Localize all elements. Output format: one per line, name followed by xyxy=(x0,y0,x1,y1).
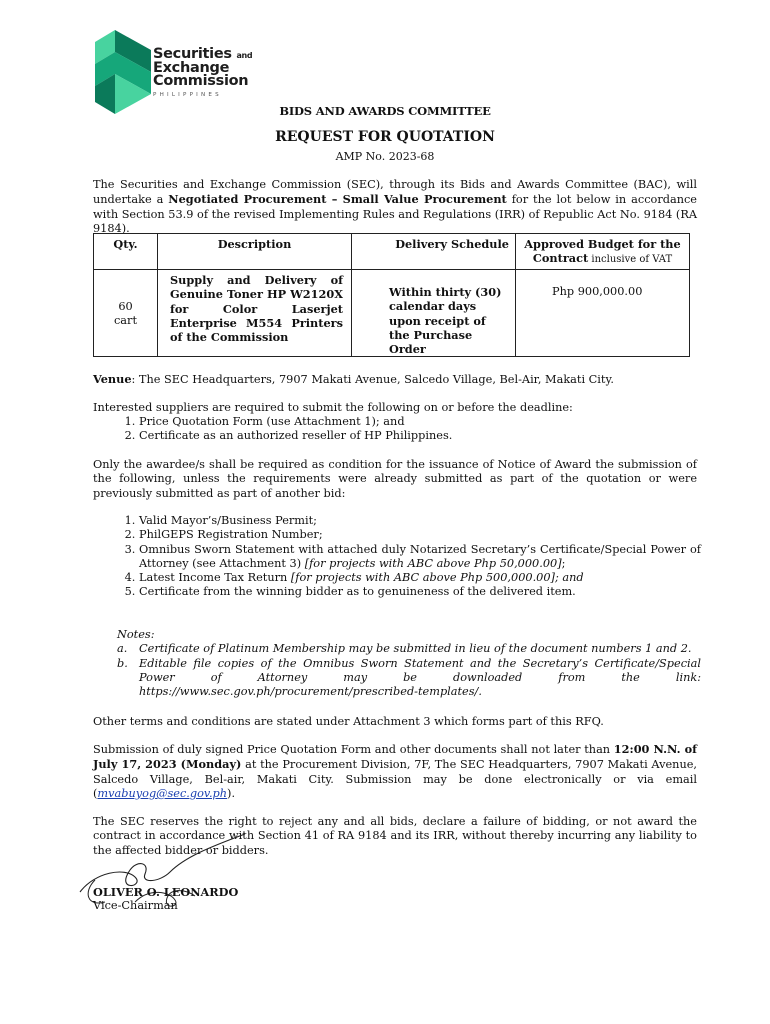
logo-line-commission: Commission xyxy=(153,73,249,89)
list-item: 2. PhilGEPS Registration Number; xyxy=(139,528,701,542)
note-text: Editable file copies of the Omnibus Sworn Statement and the Secretary’s Certificate/Special Power of Attorney may be downloaded from the link: https://www.sec.gov.ph/procurement/prescribed-templates/. xyxy=(139,656,701,699)
item4-italic: [for projects with ABC above Php 500,000.00]; and xyxy=(290,571,584,585)
sec-emblem-icon xyxy=(93,28,153,116)
email-link[interactable]: mvabuyog@sec.gov.ph xyxy=(97,786,228,800)
header-abc-bold: Contract xyxy=(532,251,589,266)
sec-logo xyxy=(93,28,263,116)
submission-paragraph xyxy=(93,742,697,801)
cell-qty-value: 60 xyxy=(118,300,133,313)
header-abc xyxy=(516,234,690,270)
sec-logo-text xyxy=(153,48,252,102)
intro-text-2: for the lot below in accordance with Section 53.9 of the revised Implementing Rules and Regulations (IRR) of Republic Act No. 9184 (RA 9184). xyxy=(93,193,697,235)
submission-text-1: Submission of duly signed Price Quotation Form and other documents shall not later than xyxy=(93,743,614,756)
venue-line xyxy=(93,372,697,387)
logo-line-securities: Securities xyxy=(153,46,232,62)
amp-number: AMP No. 2023-68 xyxy=(335,150,435,163)
interested-paragraph: Interested suppliers are required to submit the following on or before the deadline: xyxy=(93,401,573,414)
list-item xyxy=(139,543,701,572)
awardee-paragraph: Only the awardee/s shall be required as condition for the issuance of Notice of Award the submission of the following, unless the requirements were already submitted as part of the quotation or were previously submitted as part of another bid: xyxy=(93,458,697,500)
list-item xyxy=(139,571,701,585)
list-item: 2. Certificate as an authorized reseller of HP Philippines. xyxy=(139,429,699,443)
item3-italic: [for projects with ABC above Php 50,000.00] xyxy=(304,556,562,570)
note-label: a. xyxy=(117,642,128,656)
table-row xyxy=(94,270,690,357)
logo-line-philippines: PHILIPPINES xyxy=(153,92,222,98)
note-label: b. xyxy=(117,656,128,670)
note-item xyxy=(117,642,701,656)
committee-heading: BIDS AND AWARDS COMMITTEE xyxy=(279,104,491,118)
intro-text-1: The Securities and Exchange Commission (SEC), through its Bids and Awards Committee (BAC), will undertake a xyxy=(93,178,697,207)
requirements-list-2 xyxy=(93,514,701,600)
item3-end: ; xyxy=(561,556,566,570)
items-table xyxy=(93,233,690,357)
cell-delivery: Within thirty (30) calendar days upon receipt of the Purchase Order xyxy=(352,270,516,357)
list-item: 5. Certificate from the winning bidder as to genuineness of the delivered item. xyxy=(139,585,701,599)
header-abc-line1: Approved Budget for the xyxy=(524,237,681,251)
logo-line-exchange: Exchange xyxy=(153,60,230,76)
cell-abc: Php 900,000.00 xyxy=(516,270,690,357)
intro-bold: Negotiated Procurement – Small Value Procurement xyxy=(168,192,507,207)
notes-section xyxy=(117,628,701,699)
notes-title: Notes: xyxy=(117,628,155,641)
submission-text-3: ). xyxy=(227,786,236,800)
signatory-title: Vice-Chairman xyxy=(93,899,178,913)
submission-deadline: 12:00 N.N. of July 17, 2023 (Monday) xyxy=(93,742,697,772)
header-delivery: Delivery Schedule xyxy=(352,234,516,270)
other-terms-paragraph: Other terms and conditions are stated under Attachment 3 which forms part of this RFQ. xyxy=(93,715,604,728)
note-text: Certificate of Platinum Membership may be submitted in lieu of the document numbers 1 and 2. xyxy=(139,642,692,656)
header-abc-small: inclusive of VAT xyxy=(588,254,673,266)
cell-description: Supply and Delivery of Genuine Toner HP W2120X for Color Laserjet Enterprise M554 Printers of the Commission xyxy=(158,270,352,357)
header-description: Description xyxy=(158,234,352,270)
submission-text-2: at the Procurement Division, 7F, The SEC Headquarters, 7907 Makati Avenue, Salcedo Village, Bel-air, Makati City. Submission may be done electronically or via email ( xyxy=(93,758,697,800)
header-qty: Qty. xyxy=(94,234,158,270)
signatory-name: OLIVER O. LEONARDO xyxy=(93,885,239,899)
venue-text: : The SEC Headquarters, 7907 Makati Avenue, Salcedo Village, Bel-Air, Makati City. xyxy=(131,373,614,386)
venue-label: Venue xyxy=(93,372,132,386)
cell-qty xyxy=(94,270,158,357)
intro-paragraph xyxy=(93,178,697,236)
item4-text: Latest Income Tax Return xyxy=(139,571,291,585)
cell-qty-unit: cart xyxy=(113,314,137,328)
list-item: 1. Valid Mayor’s/Business Permit; xyxy=(139,514,701,528)
list-item: 1. Price Quotation Form (use Attachment 1); and xyxy=(139,415,699,429)
requirements-list-1 xyxy=(93,415,699,444)
table-header-row xyxy=(94,234,690,270)
item3-text: Omnibus Sworn Statement with attached duly Notarized Secretary’s Certificate/Special Power of Attorney (see Attachment 3) xyxy=(139,542,701,570)
logo-line-and: and xyxy=(236,51,253,60)
page-title: REQUEST FOR QUOTATION xyxy=(275,129,495,145)
note-item xyxy=(117,657,701,700)
reserve-paragraph: The SEC reserves the right to reject any and all bids, declare a failure of bidding, or not award the contract in accordance with Section 41 of RA 9184 and its IRR, without thereby incurring any liability to the affected bidder or bidders. xyxy=(93,815,697,857)
signature-block xyxy=(93,885,238,914)
